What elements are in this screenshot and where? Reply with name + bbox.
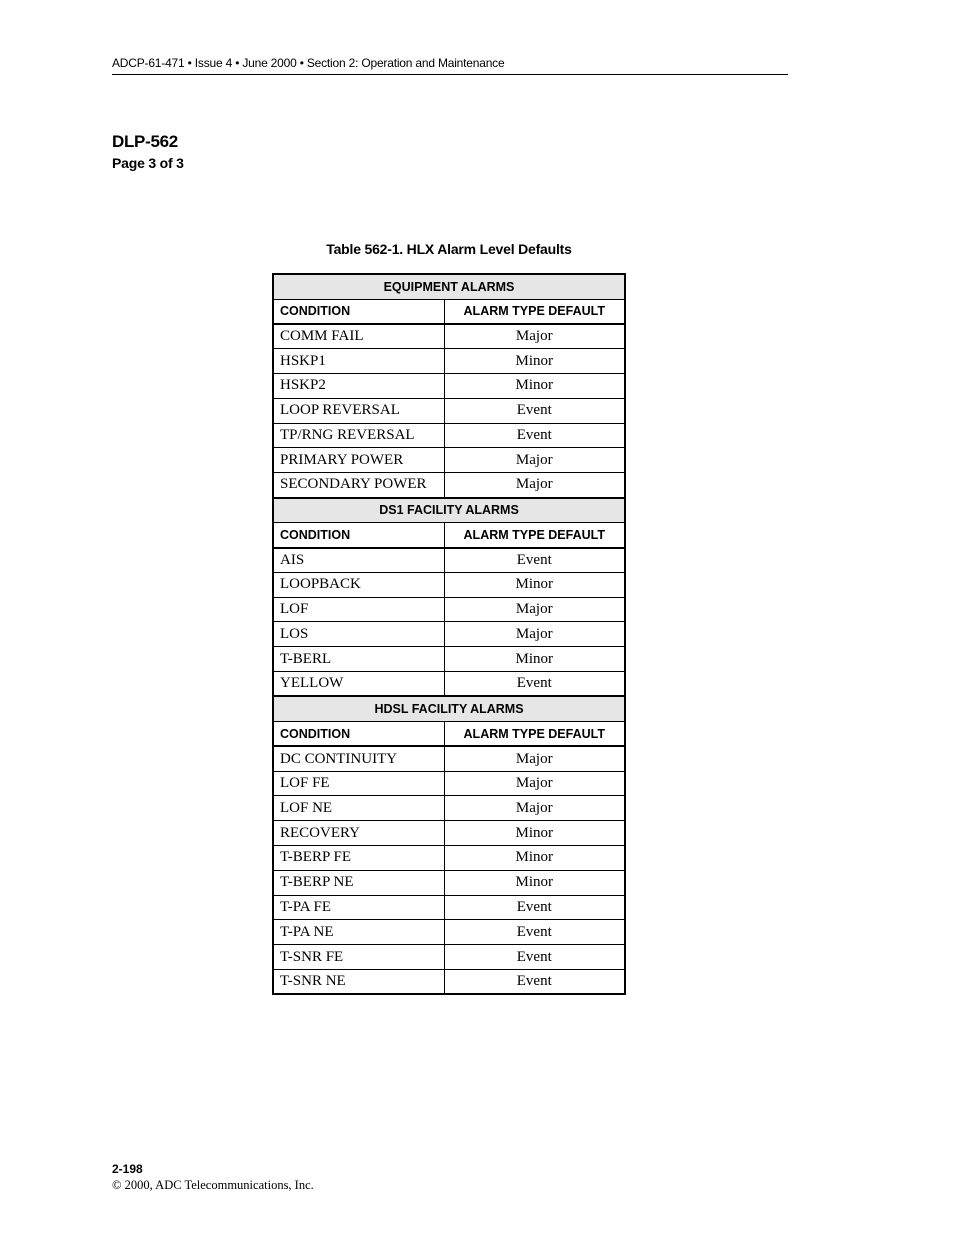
alarm-type-cell: Major (444, 796, 625, 821)
condition-cell: T-BERP FE (273, 846, 444, 871)
table-row (273, 920, 625, 945)
table-row (273, 821, 625, 846)
table-row (273, 846, 625, 871)
table-row (273, 473, 625, 498)
table-row (273, 572, 625, 597)
section-header-row (273, 696, 625, 721)
alarm-type-cell: Event (444, 945, 625, 970)
alarm-type-cell: Event (444, 398, 625, 423)
alarm-type-column-header: ALARM TYPE DEFAULT (444, 721, 625, 746)
condition-cell: HSKP1 (273, 349, 444, 374)
condition-cell: TP/RNG REVERSAL (273, 423, 444, 448)
alarm-type-cell: Event (444, 895, 625, 920)
table-row (273, 548, 625, 573)
table-row (273, 796, 625, 821)
column-header-row (273, 721, 625, 746)
page-number: 2-198 (112, 1162, 143, 1176)
condition-cell: T-PA NE (273, 920, 444, 945)
alarm-type-cell: Event (444, 548, 625, 573)
page-indicator: Page 3 of 3 (112, 155, 184, 171)
condition-cell: T-SNR NE (273, 970, 444, 995)
table-row (273, 647, 625, 672)
alarm-type-column-header: ALARM TYPE DEFAULT (444, 523, 625, 548)
condition-cell: LOOPBACK (273, 572, 444, 597)
section-title: DS1 FACILITY ALARMS (273, 498, 625, 523)
table-row (273, 622, 625, 647)
alarm-type-cell: Major (444, 473, 625, 498)
condition-cell: LOOP REVERSAL (273, 398, 444, 423)
table-row (273, 746, 625, 771)
condition-cell: HSKP2 (273, 374, 444, 399)
alarm-type-cell: Minor (444, 846, 625, 871)
alarm-type-cell: Minor (444, 870, 625, 895)
table-row (273, 870, 625, 895)
copyright-notice: © 2000, ADC Telecommunications, Inc. (112, 1178, 314, 1192)
condition-column-header: CONDITION (273, 721, 444, 746)
table-row (273, 945, 625, 970)
condition-cell: T-BERP NE (273, 870, 444, 895)
alarm-type-cell: Major (444, 746, 625, 771)
condition-cell: SECONDARY POWER (273, 473, 444, 498)
table-row (273, 324, 625, 349)
condition-column-header: CONDITION (273, 299, 444, 324)
table-row (273, 448, 625, 473)
column-header-row (273, 523, 625, 548)
condition-cell: AIS (273, 548, 444, 573)
alarm-type-cell: Minor (444, 572, 625, 597)
table-row (273, 398, 625, 423)
condition-cell: T-PA FE (273, 895, 444, 920)
condition-cell: RECOVERY (273, 821, 444, 846)
condition-column-header: CONDITION (273, 523, 444, 548)
table-row (273, 771, 625, 796)
condition-cell: LOF NE (273, 796, 444, 821)
table-row (273, 970, 625, 995)
section-title: EQUIPMENT ALARMS (273, 274, 625, 299)
alarm-type-cell: Event (444, 970, 625, 995)
alarm-type-cell: Event (444, 920, 625, 945)
condition-cell: T-BERL (273, 647, 444, 672)
table-caption: Table 562-1. HLX Alarm Level Defaults (326, 241, 572, 257)
alarm-type-cell: Major (444, 597, 625, 622)
alarm-type-cell: Minor (444, 647, 625, 672)
table-row (273, 374, 625, 399)
column-header-row (273, 299, 625, 324)
table-row (273, 349, 625, 374)
table-row (273, 423, 625, 448)
section-header-row (273, 274, 625, 299)
section-title: HDSL FACILITY ALARMS (273, 696, 625, 721)
condition-cell: COMM FAIL (273, 324, 444, 349)
condition-cell: YELLOW (273, 672, 444, 697)
table-row (273, 895, 625, 920)
alarm-type-cell: Minor (444, 821, 625, 846)
condition-cell: PRIMARY POWER (273, 448, 444, 473)
alarm-type-cell: Minor (444, 349, 625, 374)
alarm-table-body (273, 274, 625, 994)
document-title: DLP-562 (112, 132, 178, 151)
alarm-type-cell: Major (444, 622, 625, 647)
alarm-defaults-table (272, 273, 626, 995)
alarm-type-cell: Major (444, 448, 625, 473)
condition-cell: T-SNR FE (273, 945, 444, 970)
alarm-type-cell: Major (444, 771, 625, 796)
section-header-row (273, 498, 625, 523)
table-row (273, 597, 625, 622)
condition-cell: LOF FE (273, 771, 444, 796)
table-row (273, 672, 625, 697)
alarm-type-cell: Major (444, 324, 625, 349)
condition-cell: LOF (273, 597, 444, 622)
alarm-type-cell: Event (444, 672, 625, 697)
condition-cell: LOS (273, 622, 444, 647)
alarm-type-column-header: ALARM TYPE DEFAULT (444, 299, 625, 324)
alarm-type-cell: Minor (444, 374, 625, 399)
running-head: ADCP-61-471 • Issue 4 • June 2000 • Section 2: Operation and Maintenance (112, 56, 788, 75)
condition-cell: DC CONTINUITY (273, 746, 444, 771)
alarm-type-cell: Event (444, 423, 625, 448)
